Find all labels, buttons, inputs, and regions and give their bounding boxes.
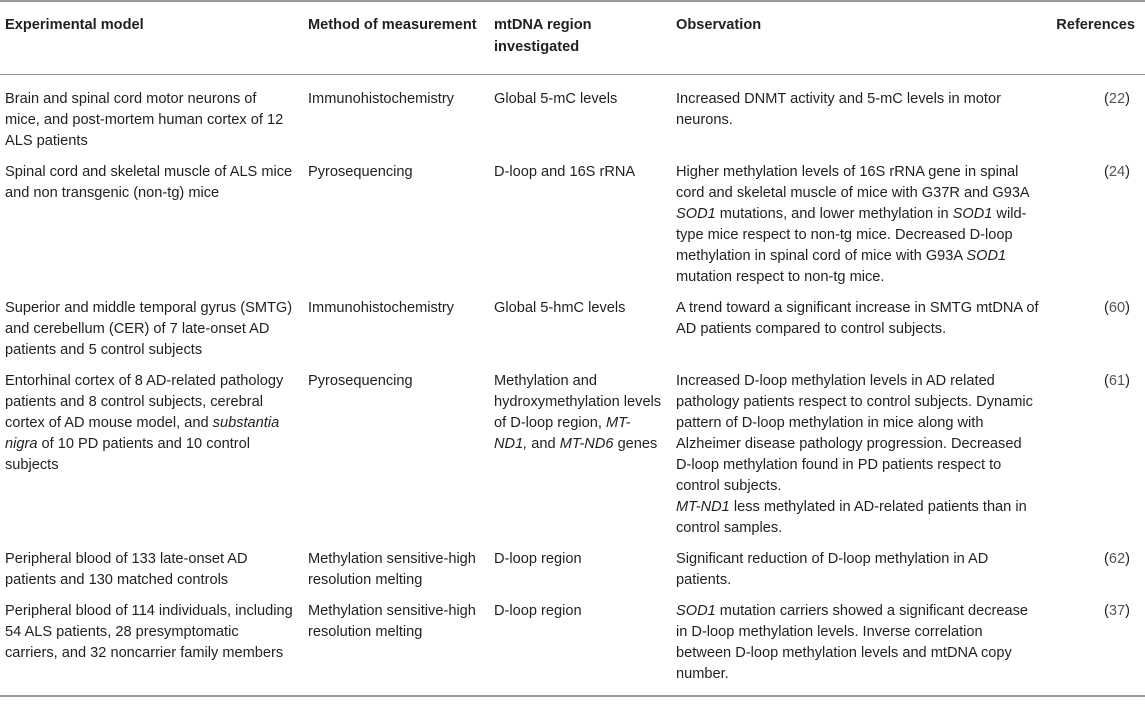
table-row — [0, 162, 1145, 298]
observation-cell: Significant reduction of D-loop methylation in AD patients. — [676, 551, 989, 588]
observation-text: Increased D-loop methylation levels in AD related pathology patients respect to control subjects. Dynamic pattern of D-loop methylation in mice along with Alzheimer disease pathology progression. Decreased D-loop methylation found in PD patients respect to control subjects. — [676, 373, 1033, 494]
method-cell: Pyrosequencing — [308, 373, 413, 389]
experimental-model-cell: Spinal cord and skeletal muscle of ALS mice and non transgenic (non-tg) mice — [5, 164, 293, 201]
model-text: Entorhinal cortex of 8 AD-related pathology patients and 8 control subjects, cerebral cortex of AD mouse model, and — [5, 373, 284, 431]
method-cell: Methylation sensitive-high resolution melting — [303, 601, 489, 696]
observation-text: mutation carriers showed a significant decrease in D-loop methylation levels. Inverse correlation between D-loop methylation levels and mtDNA copy number. — [676, 603, 1029, 682]
reference-cell: (61) — [1104, 373, 1130, 389]
method-cell: Pyrosequencing — [308, 164, 413, 180]
experimental-model-cell: Peripheral blood of 114 individuals, including 54 ALS patients, 28 presymptomatic carriers, and 32 noncarrier family members — [0, 601, 303, 696]
region-text: and — [527, 436, 560, 452]
gene-name: MT-ND6 — [559, 436, 614, 452]
reference-link[interactable]: 62 — [1108, 551, 1126, 567]
table-body — [0, 75, 1145, 697]
table-row — [0, 75, 1145, 163]
reference-cell: (24) — [1104, 164, 1130, 180]
region-cell: Global 5-mC levels — [494, 91, 618, 107]
reference-link[interactable]: 22 — [1108, 91, 1126, 107]
experimental-model-cell: Peripheral blood of 133 late-onset AD patients and 130 matched controls — [5, 551, 248, 588]
gene-name: SOD1 — [676, 603, 716, 619]
gene-name: MT-ND1, — [494, 415, 631, 452]
gene-name: MT-ND1 — [676, 499, 730, 515]
observation-cell — [671, 162, 1049, 298]
reference-cell: (62) — [1104, 551, 1130, 567]
region-cell: D-loop region — [489, 601, 671, 696]
region-cell — [489, 371, 671, 549]
table-row — [0, 549, 1145, 601]
method-cell: Immunohistochemistry — [308, 300, 454, 316]
gene-name: SOD1 — [966, 248, 1007, 264]
region-text: Methylation and hydroxymethylation levels of D-loop region, — [494, 373, 662, 431]
observation-text: mutations, and lower methylation in — [715, 206, 953, 222]
region-cell: Global 5-hmC levels — [494, 300, 626, 316]
observation-cell — [671, 601, 1049, 696]
gene-name: SOD1 — [952, 206, 993, 222]
observation-text: mutation respect to non-tg mice. — [676, 269, 885, 285]
observation-text: Higher methylation levels of 16S rRNA gene in spinal cord and skeletal muscle of mice with G37R and G93A — [676, 164, 1029, 201]
table-row — [0, 371, 1145, 549]
table-header — [0, 1, 1145, 75]
header-observation: Observation — [671, 1, 1049, 75]
observation-text: wild-type mice respect to non-tg mice. Decreased D-loop methylation in spinal cord of mice with G93A — [676, 206, 1027, 264]
region-cell: D-loop and 16S rRNA — [494, 164, 636, 180]
reference-link[interactable]: 37 — [1108, 603, 1126, 619]
header-row — [0, 1, 1145, 75]
header-mtdna-region: mtDNA region investigated — [489, 1, 671, 75]
header-experimental-model: Experimental model — [0, 1, 303, 75]
anatomy-term: substantia nigra — [5, 415, 280, 452]
region-text: genes — [613, 436, 658, 452]
table-row — [0, 601, 1145, 696]
reference-cell: (37) — [1049, 601, 1145, 696]
reference-link[interactable]: 61 — [1108, 373, 1126, 389]
method-cell: Methylation sensitive-high resolution melting — [308, 551, 476, 588]
experimental-model-cell: Brain and spinal cord motor neurons of mice, and post-mortem human cortex of 12 ALS patients — [5, 91, 284, 149]
experimental-model-cell — [0, 371, 303, 549]
experimental-model-cell: Superior and middle temporal gyrus (SMTG) and cerebellum (CER) of 7 late-onset AD patients and 5 control subjects — [5, 300, 293, 358]
observation-cell — [671, 371, 1049, 549]
observation-text: less methylated in AD-related patients than in control samples. — [676, 499, 1027, 536]
region-cell: D-loop region — [494, 551, 582, 567]
header-method-of-measurement: Method of measurement — [303, 1, 489, 75]
observation-cell: A trend toward a significant increase in SMTG mtDNA of AD patients compared to control subjects. — [676, 300, 1039, 337]
reference-link[interactable]: 24 — [1108, 164, 1126, 180]
method-cell: Immunohistochemistry — [308, 91, 454, 107]
gene-name: SOD1 — [676, 206, 716, 222]
observation-cell: Increased DNMT activity and 5-mC levels in motor neurons. — [676, 91, 1001, 128]
reference-link[interactable]: 60 — [1108, 300, 1126, 316]
table-row — [0, 298, 1145, 371]
reference-cell: (60) — [1104, 300, 1130, 316]
model-text: of 10 PD patients and 10 control subjects — [5, 436, 251, 473]
header-references: References — [1049, 1, 1145, 75]
reference-cell: (22) — [1104, 91, 1130, 107]
